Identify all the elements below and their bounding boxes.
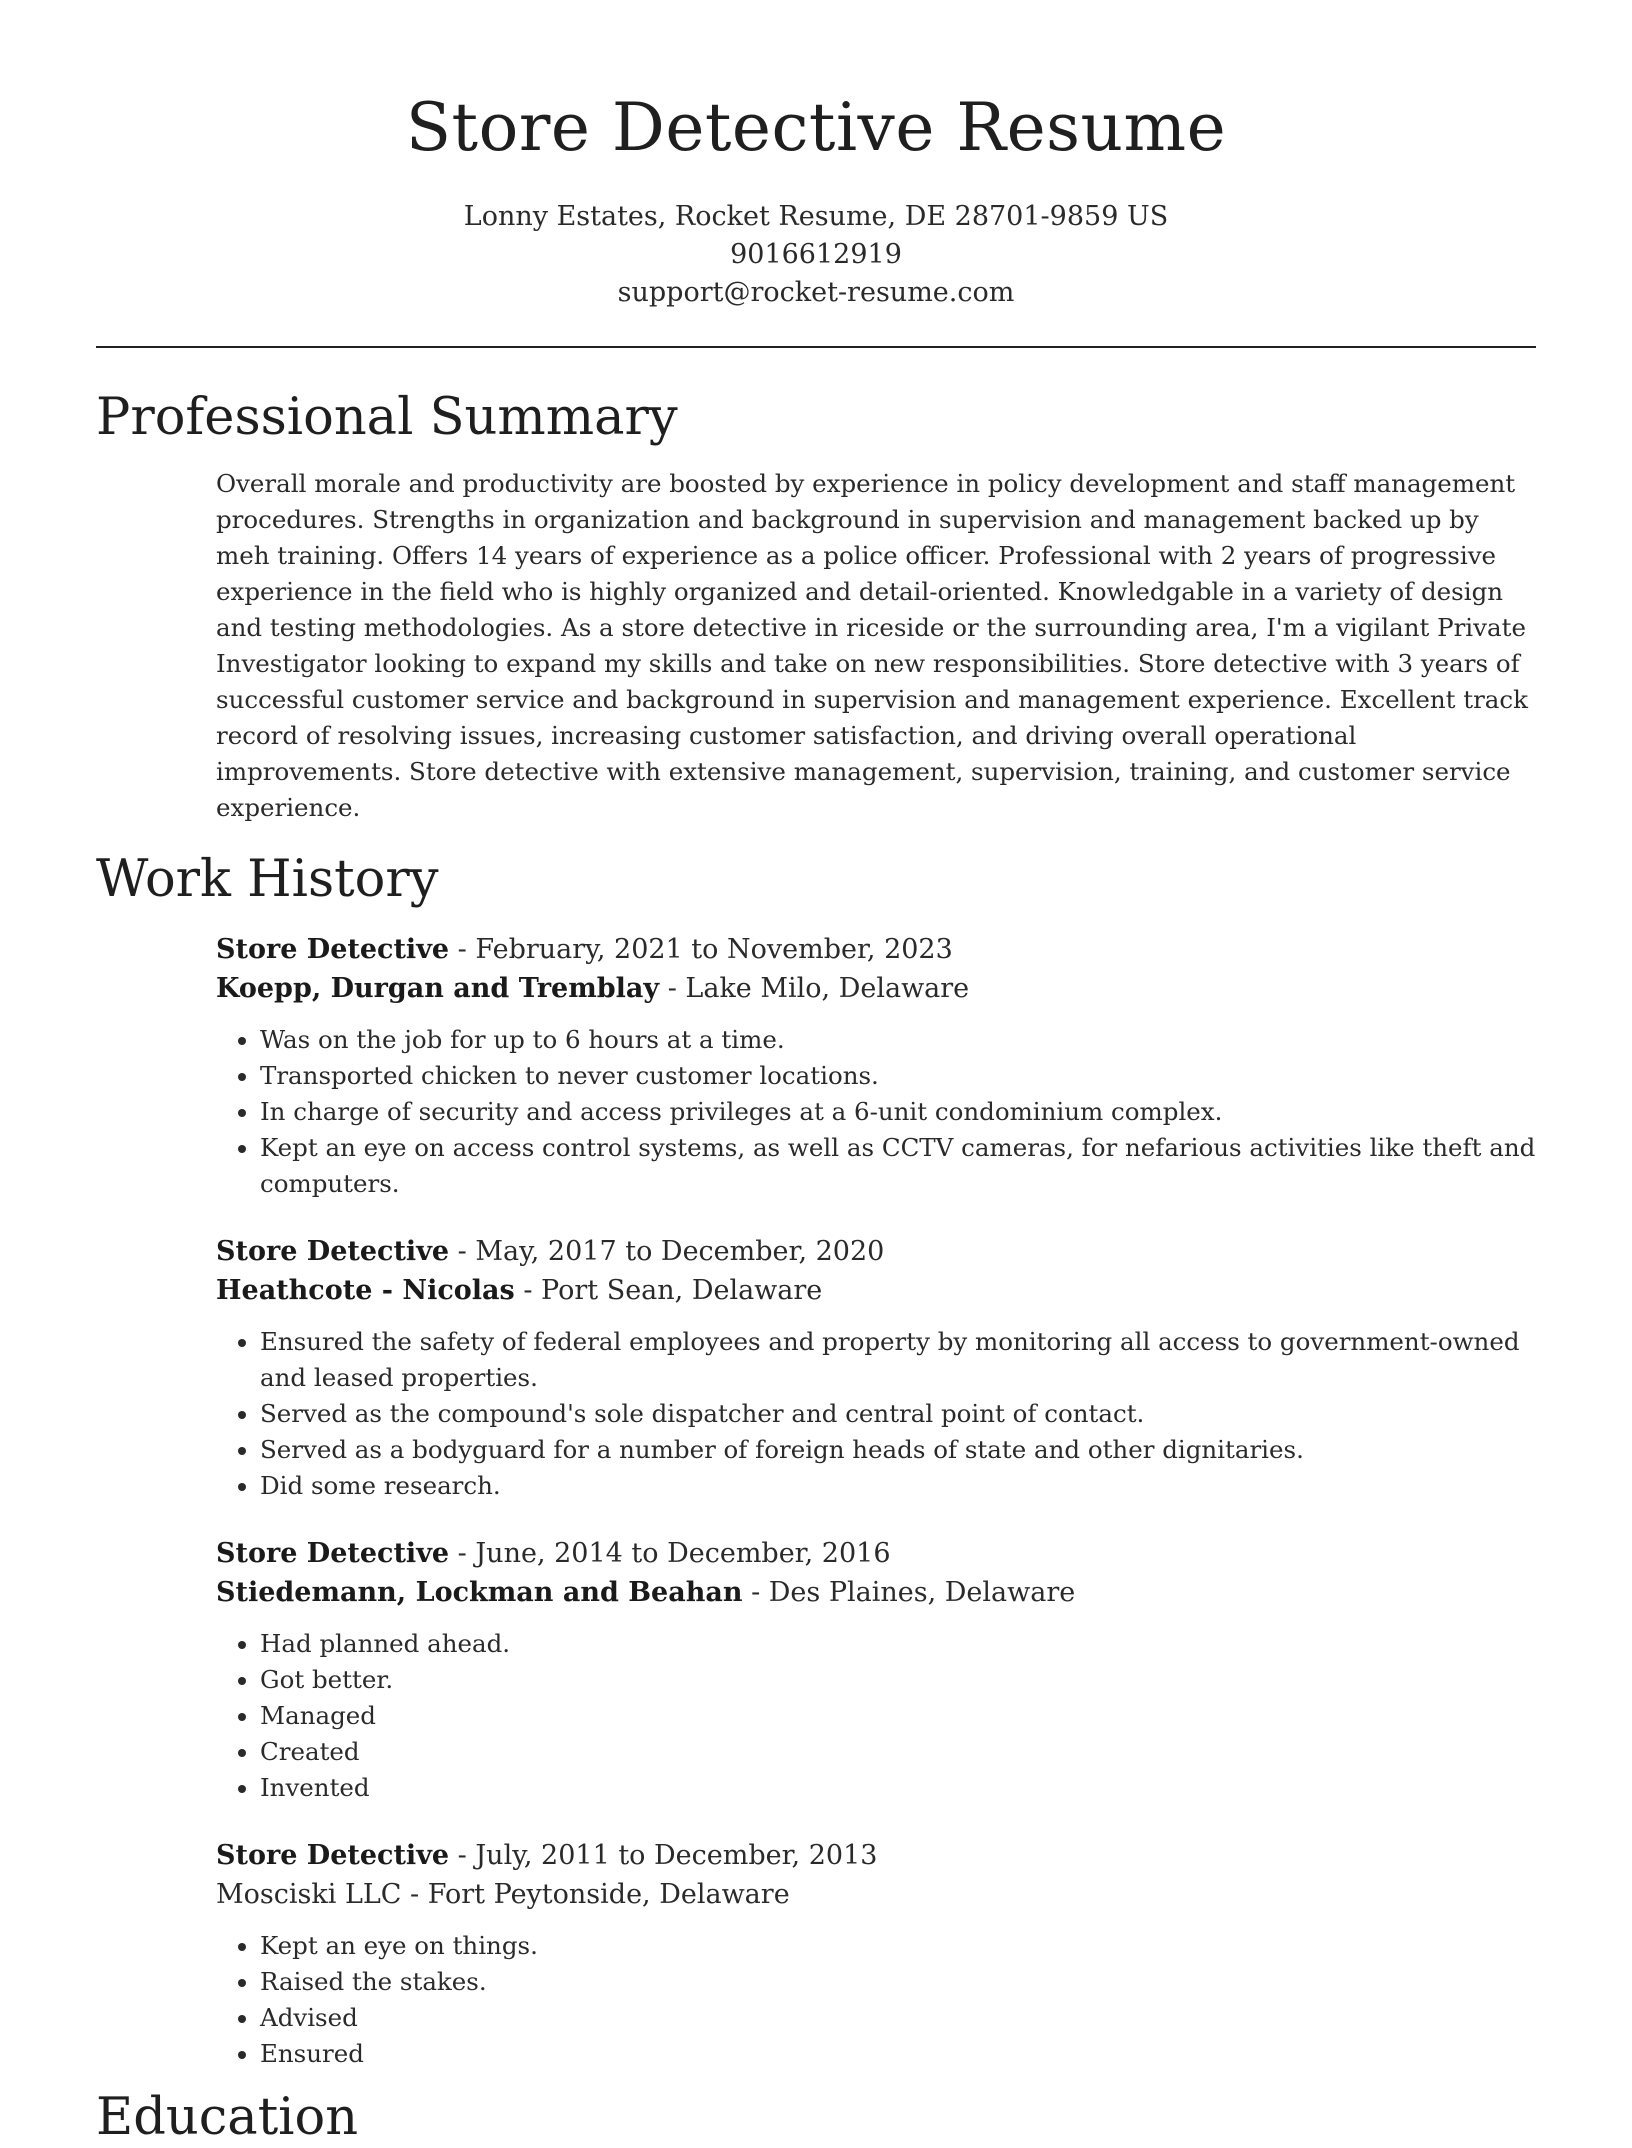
job-company-line: Koepp, Durgan and Tremblay - Lake Milo, Delaware [216, 973, 970, 1004]
job-bullet: • Was on the job for up to 6 hours at a time. [260, 1022, 1536, 1058]
job-entry [216, 1836, 1536, 2072]
job-title-line: Store Detective - February, 2021 to November, 2023 [216, 934, 953, 965]
job-dates: July, 2011 to December, 2013 [475, 1840, 878, 1871]
contact-block [96, 198, 1536, 312]
job-entry [216, 930, 1536, 1202]
job-bullet: • Did some research. [260, 1468, 1536, 1504]
job-bullet: • In charge of security and access privileges at a 6-unit condominium complex. [260, 1094, 1536, 1130]
job-bullet: • Managed [260, 1698, 1536, 1734]
job-title: Store Detective [216, 1840, 450, 1871]
job-bullet: • Kept an eye on access control systems, as well as CCTV cameras, for nefarious activities like theft and computers. [260, 1130, 1536, 1202]
job-location: Port Sean, Delaware [541, 1275, 823, 1306]
job-bullet: • Had planned ahead. [260, 1626, 1536, 1662]
job-company: Stiedemann, Lockman and Beahan [216, 1577, 743, 1608]
job-company-line: Mosciski LLC - Fort Peytonside, Delaware [216, 1879, 790, 1910]
job-title-line: Store Detective - July, 2011 to December, 2013 [216, 1840, 878, 1871]
job-entry [216, 1534, 1536, 1806]
job-title-line: Store Detective - May, 2017 to December, 2020 [216, 1236, 885, 1267]
job-bullet: • Transported chicken to never customer locations. [260, 1058, 1536, 1094]
job-location: Fort Peytonside, Delaware [427, 1879, 790, 1910]
contact-address: Lonny Estates, Rocket Resume, DE 28701-9859 US [463, 201, 1169, 232]
job-bullet: • Served as the compound's sole dispatcher and central point of contact. [260, 1396, 1536, 1432]
job-bullet: • Kept an eye on things. [260, 1928, 1536, 1964]
job-title: Store Detective [216, 934, 450, 965]
job-bullets [216, 1022, 1536, 1202]
job-bullet: • Ensured [260, 2036, 1536, 2072]
job-bullet: • Got better. [260, 1662, 1536, 1698]
resume-title: Store Detective Resume [405, 89, 1227, 166]
job-location: Des Plaines, Delaware [768, 1577, 1076, 1608]
job-company-line: Heathcote - Nicolas - Port Sean, Delaware [216, 1275, 823, 1306]
job-title: Store Detective [216, 1236, 450, 1267]
job-entry [216, 1232, 1536, 1504]
contact-phone: 9016612919 [730, 239, 902, 270]
job-company: Mosciski LLC [216, 1879, 402, 1910]
header-divider [96, 346, 1536, 348]
job-bullets [216, 1626, 1536, 1806]
resume-page [96, 0, 1536, 2148]
job-company: Heathcote - Nicolas [216, 1275, 515, 1306]
job-bullets [216, 1928, 1536, 2072]
education-heading: Education [96, 2088, 359, 2147]
job-bullet: • Advised [260, 2000, 1536, 2036]
job-bullet: • Served as a bodyguard for a number of foreign heads of state and other dignitaries. [260, 1432, 1536, 1468]
job-title-line: Store Detective - June, 2014 to December, 2016 [216, 1538, 891, 1569]
job-location: Lake Milo, Delaware [685, 973, 970, 1004]
job-dates: February, 2021 to November, 2023 [475, 934, 953, 965]
job-bullet: • Raised the stakes. [260, 1964, 1536, 2000]
summary-text: Overall morale and productivity are boosted by experience in policy development and staff management procedures. Strengths in organization and background in supervision and management backed up by meh training. Offers 14 years of experience as a police officer. Professional with 2 years of progressive experience in the field who is highly organized and detail-oriented. Knowledgable in a variety of design and testing methodologies. As a store detective in riceside or the surrounding area, I'm a vigilant Private Investigator looking to expand my skills and take on new responsibilities. Store detective with 3 years of successful customer service and background in supervision and management experience. Excellent track record of resolving issues, increasing customer satisfaction, and driving overall operational improvements. Store detective with extensive management, supervision, training, and customer service experience. [216, 469, 1528, 822]
job-bullet: • Created [260, 1734, 1536, 1770]
work-history-heading: Work History [96, 850, 439, 909]
job-dates: June, 2014 to December, 2016 [475, 1538, 891, 1569]
job-bullet: • Ensured the safety of federal employees and property by monitoring all access to government-owned and leased properties. [260, 1324, 1536, 1396]
job-bullet: • Invented [260, 1770, 1536, 1806]
contact-email: support@rocket-resume.com [617, 277, 1015, 308]
job-company-line: Stiedemann, Lockman and Beahan - Des Plaines, Delaware [216, 1577, 1076, 1608]
job-bullets [216, 1324, 1536, 1504]
job-title: Store Detective [216, 1538, 450, 1569]
job-dates: May, 2017 to December, 2020 [475, 1236, 885, 1267]
summary-heading: Professional Summary [96, 388, 678, 447]
job-company: Koepp, Durgan and Tremblay [216, 973, 660, 1004]
